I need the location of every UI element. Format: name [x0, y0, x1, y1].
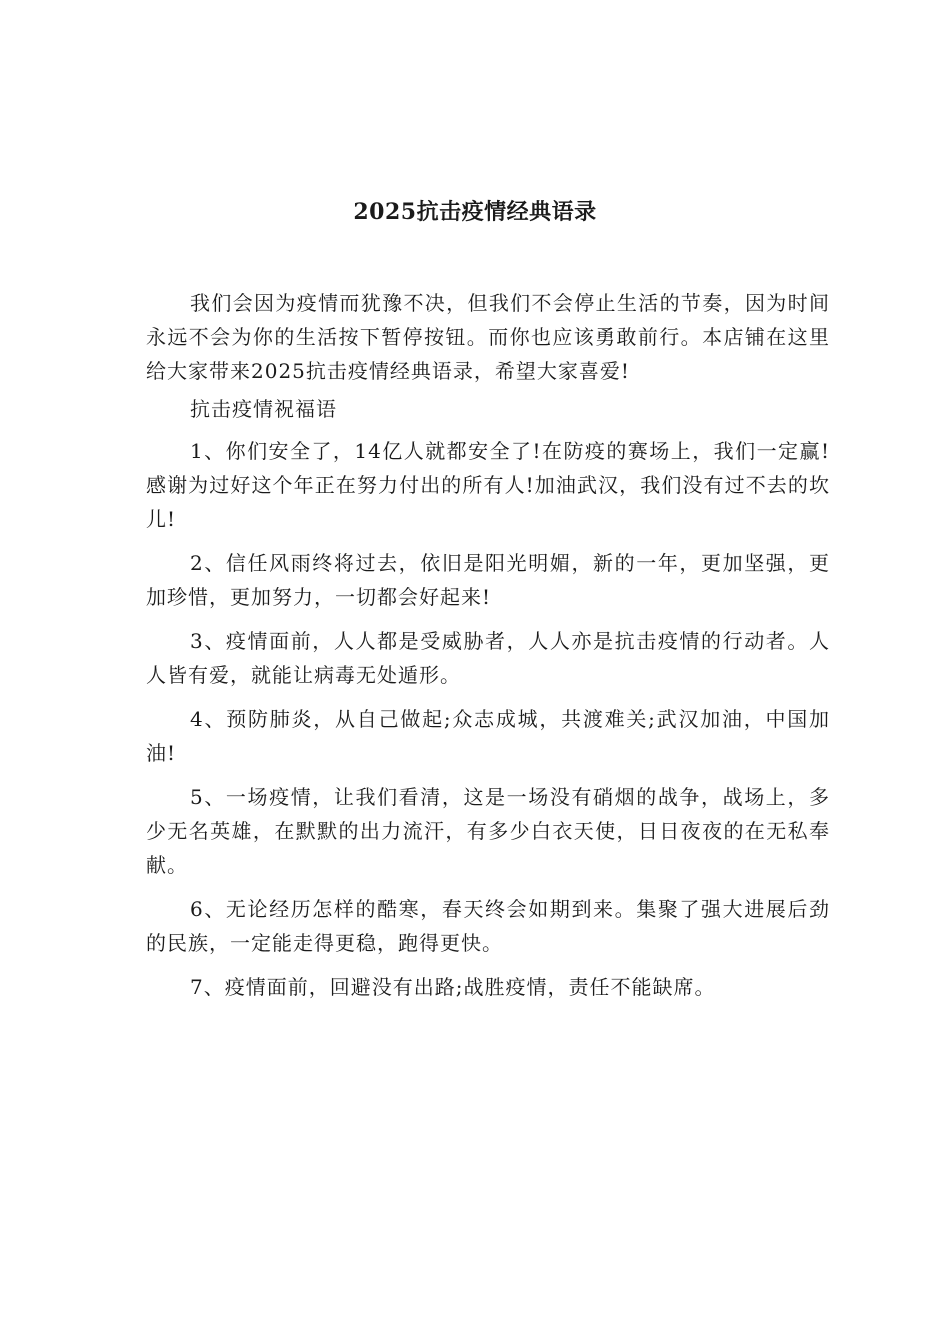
list-item: 6、无论经历怎样的酷寒，春天终会如期到来。集聚了强大进展后劲的民族，一定能走得更稳，跑得更快。	[146, 897, 830, 955]
list-item: 4、预防肺炎，从自己做起;众志成城，共渡难关;武汉加油，中国加油!	[146, 707, 830, 765]
list-item: 5、一场疫情，让我们看清，这是一场没有硝烟的战争，战场上，多少无名英雄，在默默的出力流汗，有多少白衣天使，日日夜夜的在无私奉献。	[146, 785, 830, 877]
section-heading: 抗击疫情祝福语	[190, 397, 337, 421]
document-title: 2025抗击疫情经典语录	[353, 198, 597, 225]
list-item: 7、疫情面前，回避没有出路;战胜疫情，责任不能缺席。	[190, 975, 716, 999]
document-body	[146, 286, 830, 1014]
list-item: 3、疫情面前，人人都是受威胁者，人人亦是抗击疫情的行动者。人人皆有爱，就能让病毒无处遁形。	[146, 629, 830, 687]
intro-paragraph: 我们会因为疫情而犹豫不决，但我们不会停止生活的节奏，因为时间永远不会为你的生活按下暂停按钮。而你也应该勇敢前行。本店铺在这里给大家带来2025抗击疫情经典语录，希望大家喜爱!	[146, 291, 830, 383]
list-item: 2、信任风雨终将过去，依旧是阳光明媚，新的一年，更加坚强，更加珍惜，更加努力，一切都会好起来!	[146, 551, 830, 609]
list-item: 1、你们安全了，14亿人就都安全了!在防疫的赛场上，我们一定赢!感谢为过好这个年正在努力付出的所有人!加油武汉，我们没有过不去的坎儿!	[146, 439, 830, 531]
